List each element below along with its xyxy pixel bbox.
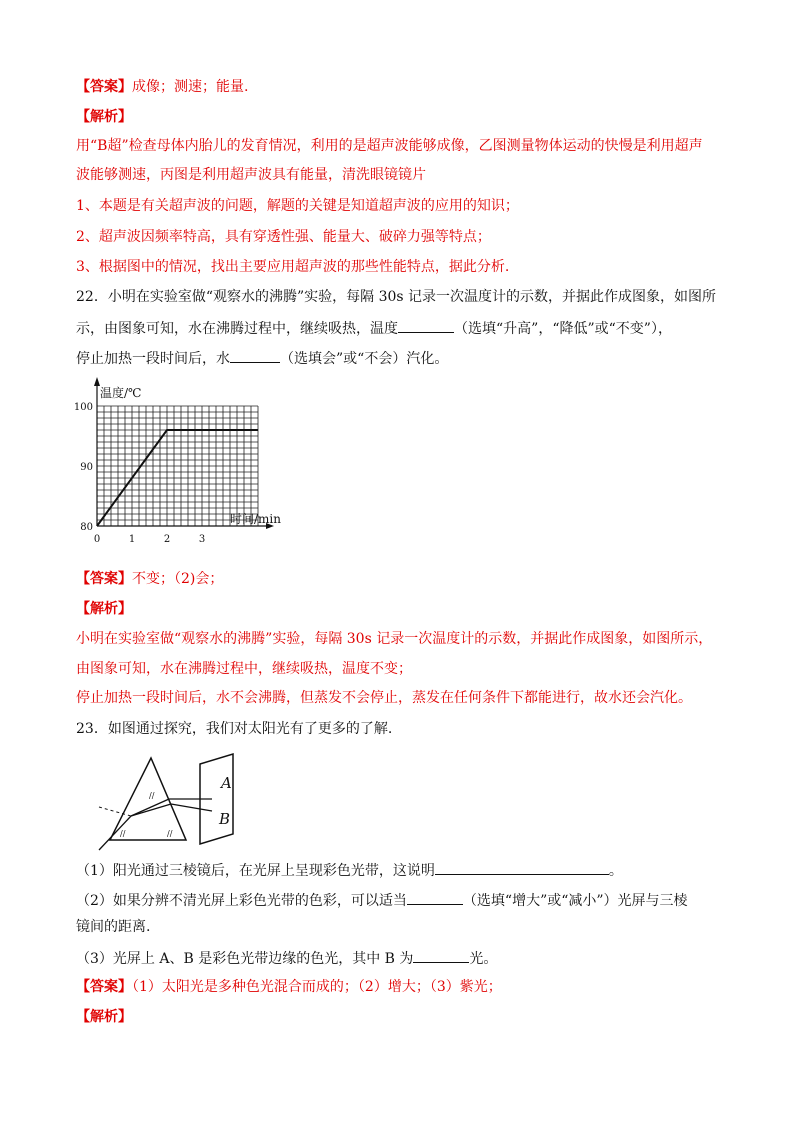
answer-blank[interactable] xyxy=(230,348,280,363)
refracted-ray xyxy=(131,799,169,816)
q21-analysis-line: 2、超声波因频率特高，具有穿透性强、能量大、破碎力强等特点； xyxy=(76,229,491,245)
x-tick-label: 1 xyxy=(128,534,136,545)
q23-text: 。 xyxy=(608,863,623,879)
q23-text: （选填“增大”或“减小”）光屏与三棱 xyxy=(462,893,688,909)
answer-tag: 【答案】 xyxy=(76,571,132,587)
q23-text: （1）阳光通过三棱镜后，在光屏上呈现彩色光带，这说明 xyxy=(76,863,435,879)
q22-text: （选填会”或“不会）汽化。 xyxy=(280,351,449,367)
answer-blank[interactable] xyxy=(435,860,609,875)
q22-text: 示，由图象可知，水在沸腾过程中，继续吸热，温度 xyxy=(76,321,398,337)
dispersed-ray-b xyxy=(171,804,212,811)
y-tick-label: 100 xyxy=(73,402,93,413)
hatch-mark: // xyxy=(120,829,126,838)
chart-labels xyxy=(74,385,281,545)
y-tick-label: 90 xyxy=(80,462,93,473)
q23-sub1-line xyxy=(76,860,623,880)
q23-analysis-tag: 【解析】 xyxy=(76,1009,132,1025)
x-tick-label: 2 xyxy=(163,534,171,545)
answer-blank[interactable] xyxy=(398,318,454,333)
q21-analysis-line: 3、根据图中的情况，找出主要应用超声波的那些性能特点，据此分析. xyxy=(76,259,510,275)
q22-analysis-line: 小明在实验室做“观察水的沸腾”实验，每隔 30s 记录一次温度计的示数，并据此作成图象，如图所示， xyxy=(76,631,713,647)
answer-tag: 【答案】 xyxy=(76,979,132,995)
q21-analysis-line: 1、本题是有关超声波的问题，解题的关键是知道超声波的应用的知识； xyxy=(76,198,519,214)
incident-ray xyxy=(99,816,131,850)
q22-analysis-tag: 【解析】 xyxy=(76,601,132,617)
q21-analysis-tag: 【解析】 xyxy=(76,109,132,125)
q21-answer: 成像；测速；能量. xyxy=(132,79,249,95)
q23-text: （2）如果分辨不清光屏上彩色光带的色彩，可以适当 xyxy=(76,893,407,909)
refracted-ray xyxy=(131,804,171,816)
q23-answer-line xyxy=(76,978,502,996)
q22-text: （选填“升高”，“降低”或“不变”）， xyxy=(454,321,672,337)
y-tick-label: 80 xyxy=(80,522,93,533)
y-axis-label: 温度/℃ xyxy=(100,386,142,400)
q23-text: 光。 xyxy=(469,951,498,967)
q23-sub2-line: 镜间的距离. xyxy=(76,919,151,935)
q21-answer-line xyxy=(76,78,248,96)
screen-label-b: B xyxy=(219,810,231,828)
answer-blank[interactable] xyxy=(407,890,463,905)
q22-question-line xyxy=(76,318,672,338)
chart-grid xyxy=(97,406,258,526)
x-axis-label: 时间/min xyxy=(230,512,281,526)
q21-analysis-line: 用“B超”检查母体内胎儿的发育情况，利用的是超声波能够成像，乙图测量物体运动的快慢是利用超声 xyxy=(76,138,703,154)
answer-tag: 【答案】 xyxy=(76,79,132,95)
q23-sub2-line xyxy=(76,890,688,910)
hatch-mark: // xyxy=(149,791,155,800)
q22-question-line xyxy=(76,348,448,368)
q21-analysis-line: 波能够测速，丙图是利用超声波具有能量，清洗眼镜镜片 xyxy=(76,167,426,183)
q22-answer: 不变；（2)会； xyxy=(132,571,224,587)
q22-analysis-line: 由图象可知，水在沸腾过程中，继续吸热，温度不变； xyxy=(76,661,412,677)
q23-answer: （1）太阳光是多种色光混合而成的；（2）增大；（3）紫光； xyxy=(132,979,502,995)
x-tick-label: 3 xyxy=(198,534,206,545)
screen-label-a: A xyxy=(221,774,232,792)
q22-text: 停止加热一段时间后，水 xyxy=(76,351,230,367)
y-axis-arrow xyxy=(94,377,100,386)
q23-text: （3）光屏上 A、B 是彩色光带边缘的色光，其中 B 为 xyxy=(76,951,414,967)
prism-diagram xyxy=(94,752,270,852)
temperature-time-chart xyxy=(70,372,300,548)
q23-question-line: 23．如图通过探究，我们对太阳光有了更多的了解. xyxy=(76,721,393,737)
q23-sub3-line xyxy=(76,948,497,968)
hatch-mark: // xyxy=(167,829,173,838)
q22-answer-line xyxy=(76,570,223,588)
q22-question-line: 22．小明在实验室做“观察水的沸腾”实验，每隔 30s 记录一次温度计的示数，并据此作成图象，如图所 xyxy=(76,289,717,305)
q22-analysis-line: 停止加热一段时间后，水不会沸腾，但蒸发不会停止，蒸发在任何条件下都能进行，故水还会汽化。 xyxy=(76,690,692,706)
answer-blank[interactable] xyxy=(413,948,469,963)
x-tick-label: 0 xyxy=(93,534,101,545)
